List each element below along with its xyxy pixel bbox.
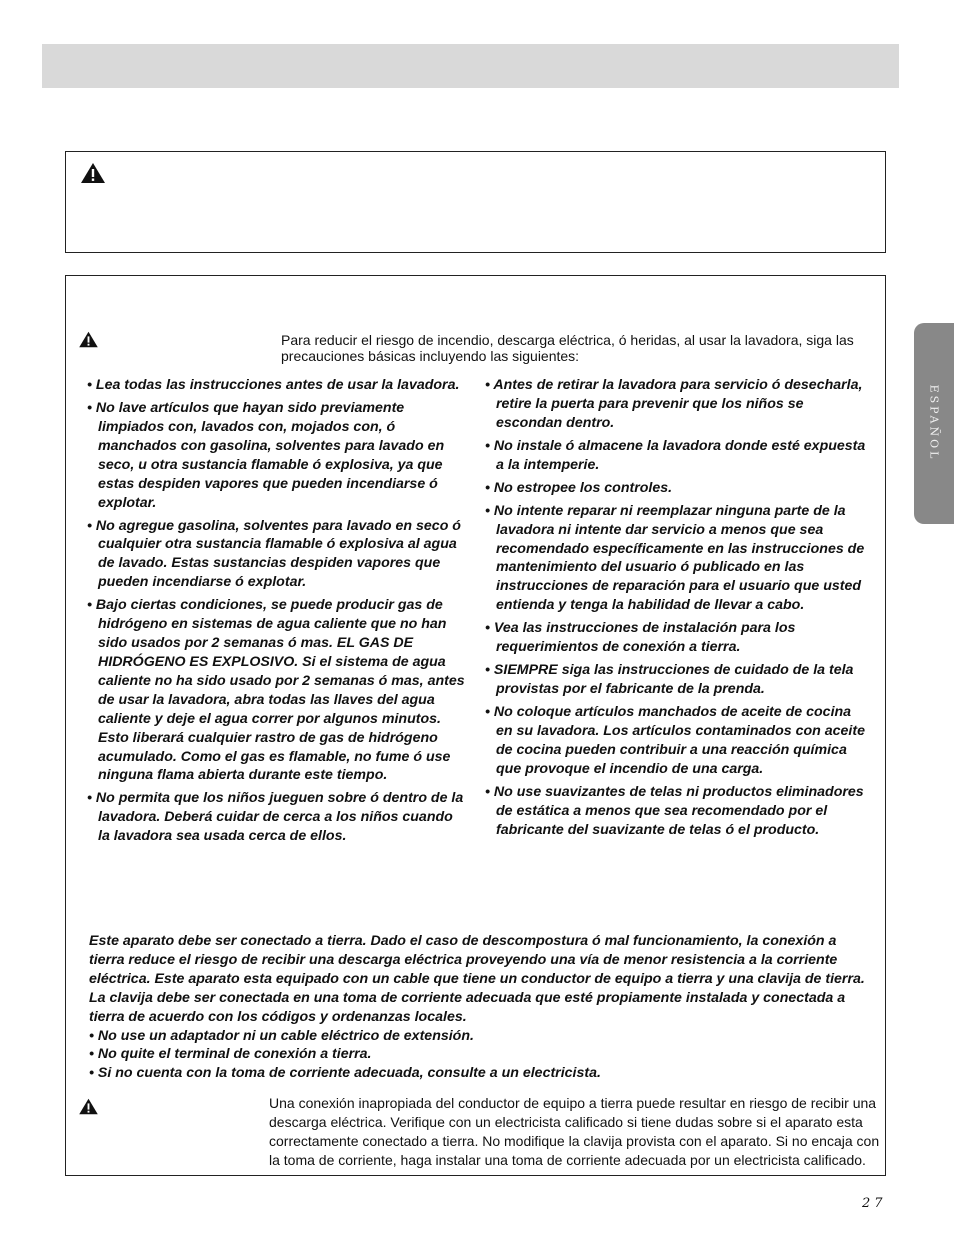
list-item: • No coloque artículos manchados de aceite de cocina en su lavadora. Los artículos contaminados con aceite de cocina pueden contribuir a una reacción química que provoque el incendio de una carga. bbox=[485, 704, 865, 777]
list-item: • Bajo ciertas condiciones, se puede producir gas de hidrógeno en sistemas de agua caliente que no han sido usados por 2 semanas ó mas. EL GAS DE HIDRÓGENO ES EXPLOSIVO. Si el sistema de agua caliente no ha sido usado por 2 semanas ó mas, antes de usar la lavadora, abra todas las llaves del agua caliente y deje el agua correr por algunos minutos. Esto liberará cualquier rastro de gas de hidrógeno acumulado. Como el gas es flamable, no fume ó use ninguna flama abierta durante este tiempo. bbox=[87, 597, 465, 784]
safety-list-right bbox=[485, 376, 867, 844]
header-bar bbox=[42, 44, 899, 88]
list-item: • No agregue gasolina, solventes para lavado en seco ó cualquier otra sustancia flamable ó explosiva al agua de lavado. Estas sustancias despiden vapores que pueden incendiarse ó explotar. bbox=[87, 517, 461, 591]
safety-intro-text: Para reducir el riesgo de incendio, descarga eléctrica, ó heridas, al usar la lavadora, siga las precauciones básicas incluyendo las siguientes: bbox=[281, 332, 854, 364]
warning-box bbox=[65, 151, 886, 253]
language-label: ESPAÑOL bbox=[927, 384, 941, 462]
warning-triangle-icon bbox=[78, 331, 99, 353]
list-item: • No quite el terminal de conexión a tierra. bbox=[89, 1046, 372, 1063]
list-item: • No use suavizantes de telas ni productos eliminadores de estática a menos que sea recomendado por el fabricante del suavizante de telas ó el producto. bbox=[485, 783, 864, 838]
warning-triangle-icon bbox=[78, 1098, 99, 1120]
list-item: • No instale ó almacene la lavadora donde esté expuesta a la intemperie. bbox=[485, 437, 866, 473]
caution-text: Una conexión inapropiada del conductor de equipo a tierra puede resultar en riesgo de recibir una descarga eléctrica. Verifique con un electricista calificado si tiene dudas sobre si el aparato esta correctamente conectado a tierra. No modifique la clavija provista con el aparato. Si no encaja con la toma de corriente, haga instalar una toma de corriente adecuada por un electricista calificado. bbox=[269, 1095, 880, 1168]
list-item: • Lea todas las instrucciones antes de usar la lavadora. bbox=[87, 377, 460, 393]
page-number: 27 bbox=[862, 1196, 887, 1211]
list-item: • Si no cuenta con la toma de corriente adecuada, consulte a un electricista. bbox=[89, 1065, 601, 1082]
list-item: • Vea las instrucciones de instalación para los requerimientos de conexión a tierra. bbox=[485, 620, 796, 656]
list-item: • Antes de retirar la lavadora para servicio ó desecharla, retire la puerta para prevenir que los niños se escondan dentro. bbox=[485, 377, 863, 431]
list-item: • No use un adaptador ni un cable eléctrico de extensión. bbox=[89, 1027, 474, 1044]
grounding-paragraph: Este aparato debe ser conectado a tierra. Dado el caso de descompostura ó mal funcionamiento, la conexión a tierra reduce el riesgo de recibir una descarga eléctrica proveyendo una vía de menor resistencia a la corriente eléctrica. Este aparato esta equipado con un cable que tiene un conductor de equipo a tierra y una clavija de tierra. La clavija debe ser conectada en una toma de corriente adecuada que esté propiamente instalada y conectada a tierra de acuerdo con los códigos y ordenanzas locales. bbox=[89, 933, 865, 1025]
list-item: • No lave artículos que hayan sido previamente limpiados con, lavados con, mojados con, ó manchados con gasolina, solventes para lavado en seco, u otra sustancia flamable ó explosiva, ya que estas despiden vapores que pueden incendiarse ó explotar. bbox=[87, 400, 445, 511]
language-side-label bbox=[914, 323, 954, 524]
warning-triangle-icon bbox=[80, 162, 106, 189]
safety-list-left bbox=[87, 376, 467, 850]
list-item: • No estropee los controles. bbox=[485, 479, 673, 496]
list-item: • No permita que los niños jueguen sobre ó dentro de la lavadora. Deberá cuidar de cerca a los niños cuando la lavadora sea usada cerca de ellos. bbox=[87, 790, 464, 845]
list-item: • SIEMPRE siga las instrucciones de cuidado de la tela provistas por el fabricante de la prenda. bbox=[485, 662, 854, 698]
list-item: • No intente reparar ni reemplazar ninguna parte de la lavadora ni intente dar servicio a menos que sea recomendado específicamente en las instrucciones de mantenimiento del usuario ó publicado en las instrucciones de reparación para el usuario que usted entienda y tenga la habilidad de llevar a cabo. bbox=[485, 502, 865, 614]
safety-instructions-box bbox=[65, 275, 886, 1176]
grounding-section bbox=[89, 932, 869, 1083]
